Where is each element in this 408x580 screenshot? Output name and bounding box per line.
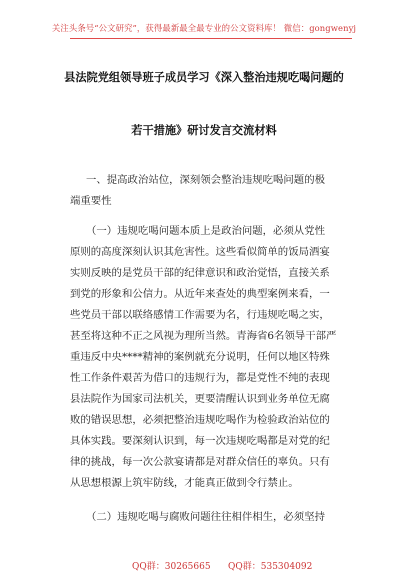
paragraph-line: 从思想根源上筑牢防线，才能真正做到令行禁止。 xyxy=(70,477,299,489)
paragraph-line: （一）违规吃喝问题本质上是政治问题，必须从党性 xyxy=(86,225,325,237)
footer-qq-group-2: QQ群：535304092 xyxy=(228,562,313,572)
paragraph-line: 甚至将这种不正之风视为理所当然。青海省6名领导干部严 xyxy=(70,330,337,342)
footer xyxy=(0,559,408,573)
section-heading-line: 一、提高政治站位，深刻领会整治违规吃喝问题的极 xyxy=(86,174,325,186)
header-divider xyxy=(70,38,352,39)
document-title-line-2: 若干措施》研讨发言交流材料 xyxy=(131,123,277,137)
document-title-line-1: 县法院党组领导班子成员学习《深入整治违规吃喝问题的 xyxy=(64,70,344,84)
paragraph-line: 些党员干部以联络感情工作需要为名，行违规吃喝之实， xyxy=(70,309,330,321)
paragraph-line: （二）违规吃喝与腐败问题往往相伴相生，必须坚持 xyxy=(86,511,325,523)
paragraph-line: 县法院作为国家司法机关，更要清醒认识到业务单位无腐 xyxy=(70,393,330,405)
header-banner: 关注头条号“公文研究”，获得最新最全最专业的公文资料库！ 微信：gongwenyj xyxy=(51,23,357,33)
paragraph-line: 原则的高度深刻认识其危害性。这些看似简单的饭局酒宴 xyxy=(70,246,330,258)
footer-qq-group-1: QQ群：30265665 xyxy=(132,562,211,572)
paragraph-line: 败的错误思想，必须把整治违规吃喝作为检验政治站位的 xyxy=(70,414,330,426)
paragraph-line: 具体实践。要深刻认识到，每一次违规吃喝都是对党的纪 xyxy=(70,435,330,447)
paragraph-line: 到党的形象和公信力。从近年来查处的典型案例来看，一 xyxy=(70,288,330,300)
section-heading-line: 端重要性 xyxy=(70,195,112,207)
paragraph-line: 重违反中央****精神的案例就充分说明，任何以地区特殊 xyxy=(70,351,330,363)
paragraph-line: 实则反映的是党员干部的纪律意识和政治觉悟，直接关系 xyxy=(70,267,330,279)
paragraph-line: 律的挑战，每一次公款宴请都是对群众信任的辜负。只有 xyxy=(70,456,330,468)
paragraph-line: 性工作条件艰苦为借口的违规行为，都是党性不纯的表现 xyxy=(70,372,330,384)
